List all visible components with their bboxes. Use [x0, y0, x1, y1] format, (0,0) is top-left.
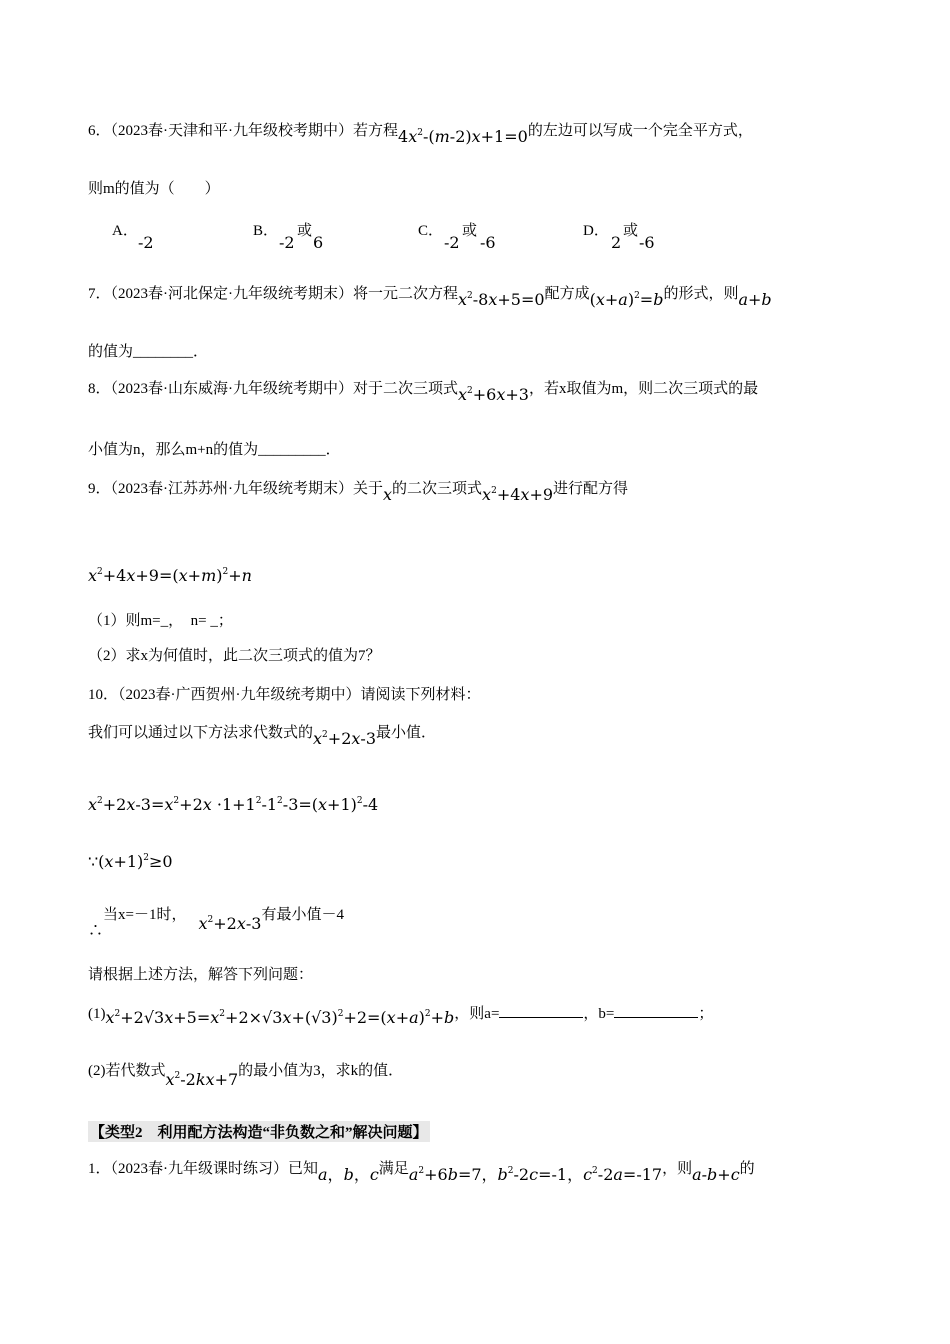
- q10-part1: [88, 1003, 714, 1027]
- q8-answer-prompt: 小值为n，那么m+n的值为_________．: [88, 442, 341, 458]
- therefore-symbol: ∴: [88, 923, 104, 939]
- q7-suffix: 的形式，则: [663, 286, 739, 302]
- answer-blank-a[interactable]: [499, 1003, 583, 1018]
- q9-line1: [88, 478, 629, 504]
- q9-suffix: 进行配方得: [553, 481, 629, 497]
- option-label: D．: [583, 223, 609, 239]
- q7-equation: $x^2-8x+5=0$: [458, 290, 545, 309]
- s1-var-b: b: [343, 1165, 354, 1184]
- q7-middle: 配方成: [544, 286, 590, 302]
- q8-prefix: 8．（2023春·山东威海·九年级统考期中）对于二次三项式: [88, 381, 458, 397]
- q6-stem: 则m的值为（ ）: [88, 181, 220, 197]
- s1-prefix: 1．（2023春·九年级课时练习）已知: [88, 1161, 318, 1177]
- q7-form: $(x+a)^2=b$: [589, 290, 664, 309]
- q10-task: [88, 966, 313, 984]
- option-or: 或: [462, 223, 478, 239]
- q7-line2: [88, 343, 208, 361]
- q10-therefore-suffix: 有最小值－4: [261, 907, 344, 923]
- q9-part1: [88, 612, 233, 630]
- option-value: -2: [279, 233, 295, 252]
- q10-part2-prefix: (2)若代数式: [88, 1063, 166, 1079]
- q10-part2-expr: $x^2-2kx+7$: [165, 1070, 239, 1089]
- q9-var: x: [383, 485, 393, 504]
- answer-blank-b[interactable]: [614, 1003, 698, 1018]
- q10-part1-label: (1): [88, 1006, 106, 1022]
- option-label: B．: [253, 223, 279, 239]
- q7-line1: [88, 283, 772, 309]
- q10-because: $\because(x+1)^2\ge 0$: [88, 852, 173, 871]
- option-value-2: -6: [480, 233, 496, 252]
- q9-part2-text: （2）求x为何值时，此二次三项式的值为7？: [88, 648, 381, 664]
- q10-derivation: $x^2+2x-3=x^2+2x \cdot 1+1^2-1^2-3=(x+1)^2-4$: [88, 795, 379, 814]
- option-or: 或: [623, 223, 639, 239]
- q10-part2: [88, 1060, 404, 1089]
- s1-vars: a: [318, 1165, 328, 1184]
- q9-part2: [88, 647, 381, 665]
- s1-suffix: ，则: [662, 1161, 693, 1177]
- q10-part1-ask-a: ，则a=: [454, 1006, 500, 1022]
- option-value: 2: [611, 233, 622, 252]
- q10-part2-suffix: 的最小值为3，求k的值．: [238, 1063, 404, 1079]
- s1-comma: ，: [327, 1165, 344, 1184]
- option-label: A．: [112, 223, 138, 239]
- s1-var-c: c: [369, 1165, 379, 1184]
- option-value: -2: [444, 233, 460, 252]
- q9-part1-text: （1）则m=_， n= _；: [88, 613, 233, 629]
- q7-answer-prompt: 的值为________．: [88, 344, 209, 360]
- q9-identity: $x^2+4x+9=(x+m)^2+n$: [88, 566, 252, 585]
- section-header: 【类型2 利用配方法构造“非负数之和”解决问题】: [88, 1121, 430, 1142]
- q10-part1-expr: $x^2+2√3x+5=x^2+2\times√3x+(√3)^2+2=(x+a)^2+b$: [105, 1008, 455, 1027]
- q7-target: a+b: [738, 290, 772, 309]
- q10-method-expr: $x^2+2x-3$: [313, 729, 376, 748]
- q6-line1: [88, 120, 753, 146]
- q10-intro: [88, 686, 481, 704]
- q6-equation: $4x^2-(m-2)x+1=0$: [398, 127, 528, 146]
- q10-part1-ask-b: ，b=: [583, 1006, 615, 1022]
- q10-therefore: [88, 904, 344, 939]
- q10-method: [88, 722, 437, 748]
- q10-method-prefix: 我们可以通过以下方法求代数式的: [88, 725, 314, 741]
- q10-part1-end: ；: [698, 1006, 714, 1022]
- option-value: -2: [138, 233, 154, 252]
- q10-intro-text: 10．（2023春·广西贺州·九年级统考期中）请阅读下列材料：: [88, 687, 481, 703]
- q6-suffix: 的左边可以写成一个完全平方式，: [527, 123, 753, 139]
- q10-therefore-expr: $x^2+2x-3$: [198, 914, 262, 933]
- option-value-2: 6: [313, 233, 324, 252]
- s1-middle: 满足: [378, 1161, 409, 1177]
- q8-line1: [88, 378, 759, 404]
- q10-task-text: 请根据上述方法，解答下列问题：: [88, 967, 314, 983]
- q9-equation: $x^2+4x+9$: [482, 485, 554, 504]
- q10-method-suffix: 最小值．: [376, 725, 437, 741]
- s1-conditions: $a^2+6b=7$，$b^2-2c=-1$，$c^2-2a=-17$: [408, 1165, 663, 1184]
- option-or: 或: [297, 223, 313, 239]
- s1-comma-2: ，: [353, 1165, 370, 1184]
- q9-prefix: 9．（2023春·江苏苏州·九年级统考期末）关于: [88, 481, 383, 497]
- option-label: C．: [418, 223, 444, 239]
- q8-equation: $x^2+6x+3$: [458, 385, 529, 404]
- q8-line2: [88, 441, 341, 459]
- q6-line2: [88, 180, 220, 198]
- q7-prefix: 7．（2023春·河北保定·九年级统考期末）将一元二次方程: [88, 286, 458, 302]
- s1-end: 的: [739, 1161, 755, 1177]
- q6-prefix: 6．（2023春·天津和平·九年级校考期中）若方程: [88, 123, 398, 139]
- s1-target: a-b+c: [692, 1165, 740, 1184]
- s1-line1: [88, 1158, 755, 1184]
- option-value-2: -6: [639, 233, 655, 252]
- q8-suffix: ，若x取值为m，则二次三项式的最: [528, 381, 759, 397]
- q9-middle: 的二次三项式: [392, 481, 483, 497]
- q10-therefore-prefix: 当x=－1时，: [103, 907, 187, 923]
